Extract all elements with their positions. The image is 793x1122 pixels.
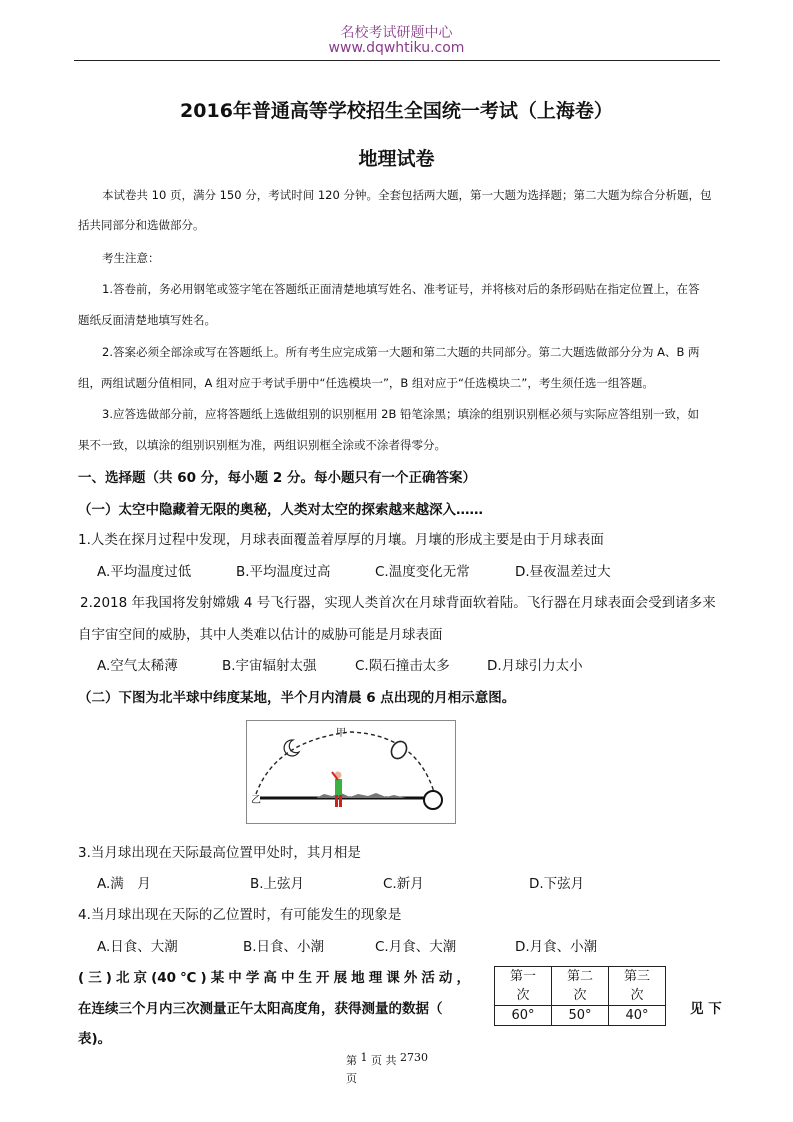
q4-option-b[interactable]: B.日食、小潮	[243, 939, 325, 955]
group-3-line-2-end: 见 下	[690, 1001, 722, 1017]
q2-option-d[interactable]: D.月球引力太小	[487, 658, 583, 674]
full-moon	[424, 791, 442, 809]
q3-option-c[interactable]: C.新月	[383, 876, 424, 892]
exam-subtitle: 地理试卷	[358, 148, 435, 170]
notice-1-line-1: 1.答卷前，务必用钢笔或签字笔在答题纸正面清楚地填写姓名、准考证号，并将核对后的条形码贴在指定位置上，在答	[102, 282, 700, 296]
notice-3-line-2: 果不一致，以填涂的组别识别框为准，两组识别框全涂或不涂者得零分。	[78, 438, 446, 452]
intro-line-2: 括共同部分和选做部分。	[78, 218, 205, 232]
footer-page-number: 1	[360, 1051, 368, 1064]
label-yi: 乙	[251, 795, 261, 806]
q1-option-c[interactable]: C.温度变化无常	[375, 564, 470, 580]
question-3-stem: 3.当月球出现在天际最高位置甲处时，其月相是	[78, 845, 361, 861]
page-footer	[346, 1052, 428, 1068]
q2-option-a[interactable]: A.空气太稀薄	[97, 658, 178, 674]
q2-option-b[interactable]: B.宇宙辐射太强	[222, 658, 317, 674]
footer-total: 2730	[400, 1051, 428, 1064]
label-jia: 甲	[336, 728, 346, 739]
table-header-row	[495, 967, 666, 1006]
footer-suffix: 页	[346, 1072, 357, 1085]
notice-label: 考生注意：	[102, 251, 160, 265]
group-3-line-3: 表)。	[78, 1031, 112, 1047]
q3-option-a[interactable]: A.满 月	[97, 876, 151, 892]
group-2-heading: （二）下图为北半球中纬度某地，半个月内清晨 6 点出现的月相示意图。	[78, 690, 516, 706]
header-divider	[74, 60, 720, 61]
q4-option-a[interactable]: A.日食、大潮	[97, 939, 178, 955]
table-cell: 50°	[552, 1006, 609, 1026]
site-url[interactable]: www.dqwhtiku.com	[328, 40, 465, 56]
exam-title: 2016年普通高等学校招生全国统一考试（上海卷）	[180, 100, 613, 122]
notice-3-line-1: 3.应答选做部分前，应将答题纸上选做组别的识别框用 2B 铅笔涂黑；填涂的组别识别框必须与实际应答组别一致，如	[102, 407, 699, 421]
q3-option-b[interactable]: B.上弦月	[250, 876, 305, 892]
q3-option-d[interactable]: D.下弦月	[529, 876, 585, 892]
footer-prefix: 第	[346, 1054, 357, 1067]
notice-2-line-1: 2.答案必须全部涂或写在答题纸上。所有考生应完成第一大题和第二大题的共同部分。第二大题选做部分分为 A、B 两	[102, 345, 700, 359]
question-1-stem: 1.人类在探月过程中发现，月球表面覆盖着厚厚的月壤。月壤的形成主要是由于月球表面	[78, 532, 604, 548]
q1-option-a[interactable]: A.平均温度过低	[97, 564, 192, 580]
measurement-table	[494, 966, 666, 1026]
section-heading: 一、选择题（共 60 分，每小题 2 分。每小题只有一个正确答案）	[78, 470, 476, 486]
table-header-cell: 第二 次	[552, 967, 609, 1006]
footer-mid: 页 共	[371, 1054, 397, 1067]
table-row	[495, 1006, 666, 1026]
question-2-stem-line-2: 自宇宙空间的威胁，其中人类难以估计的威胁可能是月球表面	[78, 627, 443, 643]
table-header-cell: 第三 次	[609, 967, 666, 1006]
moon-phase-figure	[246, 720, 456, 824]
table-cell: 60°	[495, 1006, 552, 1026]
table-cell: 40°	[609, 1006, 666, 1026]
intro-line-1: 本试卷共 10 页，满分 150 分，考试时间 120 分钟。全套包括两大题，第一大题为选择题；第二大题为综合分析题，包	[102, 188, 712, 202]
question-2-stem-line-1: 2.2018 年我国将发射嫦娥 4 号飞行器，实现人类首次在月球背面软着陆。飞行器在月球表面会受到诸多来	[80, 595, 716, 611]
notice-2-line-2: 组，两组试题分值相同，A 组对应于考试手册中“任选模块一”，B 组对应于“任选模块二”，考生须任选一组答题。	[78, 376, 654, 390]
group-3-line-1: (三)北京(40℃)某中学高中生开展地理课外活动，	[78, 970, 470, 986]
group-3-line-2: 在连续三个月内三次测量正午太阳高度角，获得测量的数据（	[78, 1001, 443, 1017]
moon-phase-diagram	[246, 720, 456, 824]
q4-option-d[interactable]: D.月食、小潮	[515, 939, 598, 955]
question-4-stem: 4.当月球出现在天际的乙位置时，有可能发生的现象是	[78, 907, 402, 923]
site-name: 名校考试研题中心	[340, 25, 453, 41]
q4-option-c[interactable]: C.月食、大潮	[375, 939, 457, 955]
q1-option-b[interactable]: B.平均温度过高	[236, 564, 331, 580]
q2-option-c[interactable]: C.陨石撞击太多	[355, 658, 450, 674]
notice-1-line-2: 题纸反面清楚地填写姓名。	[78, 313, 216, 327]
group-1-heading: （一）太空中隐藏着无限的奥秘，人类对太空的探索越来越深入……	[78, 502, 483, 518]
q1-option-d[interactable]: D.昼夜温差过大	[515, 564, 611, 580]
table-header-cell: 第一 次	[495, 967, 552, 1006]
